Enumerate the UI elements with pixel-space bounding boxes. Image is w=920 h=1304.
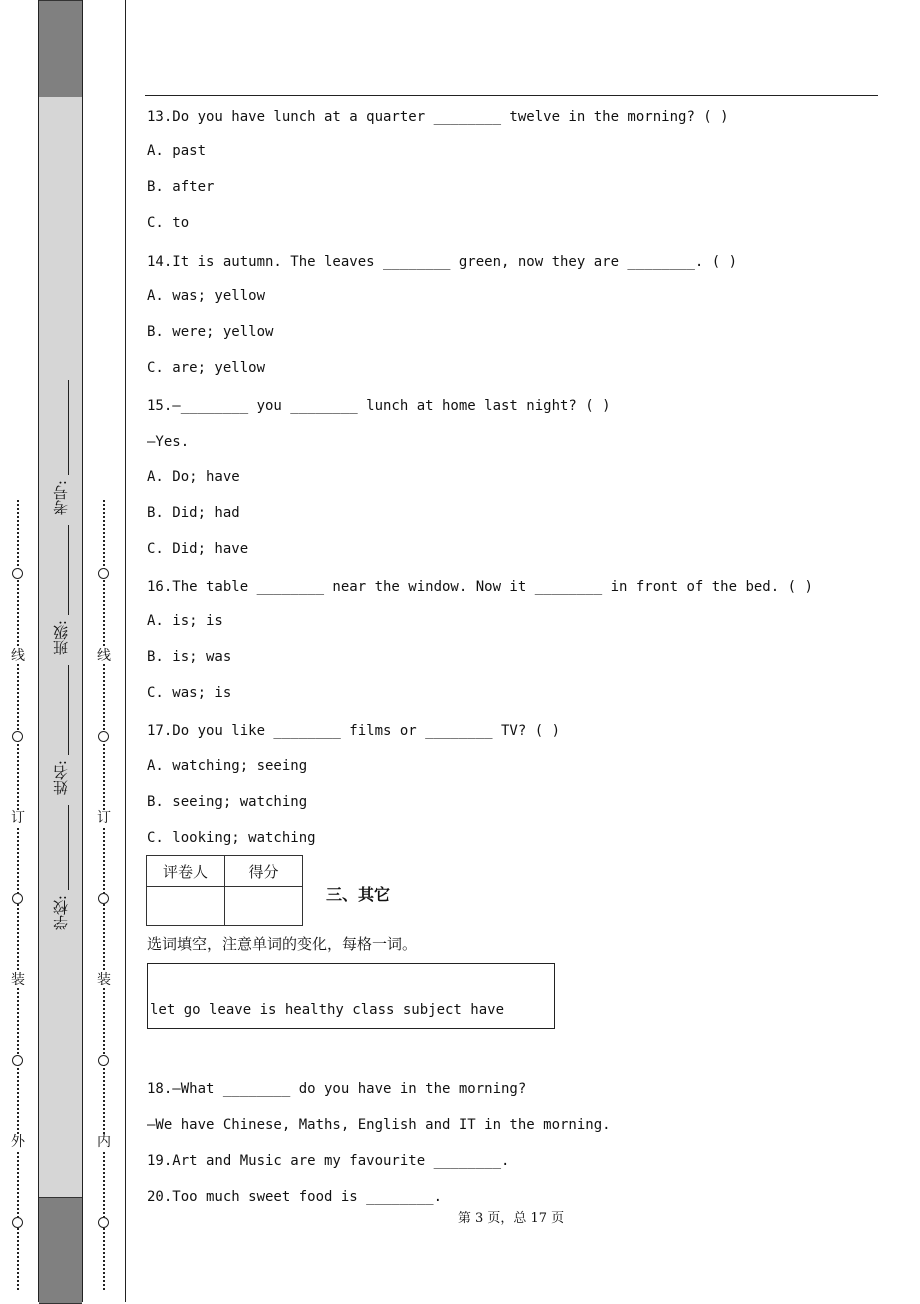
header-rule: [145, 95, 878, 96]
class-field[interactable]: [44, 520, 76, 660]
score-cell[interactable]: [225, 887, 303, 926]
student-info-fields: [44, 380, 76, 940]
page-footer: 第 3 页，总 17 页: [457, 1211, 565, 1226]
option-b[interactable]: B. seeing; watching: [147, 794, 308, 810]
option-a[interactable]: A. past: [147, 143, 207, 159]
section-title: 三、其它: [326, 885, 391, 904]
question-stem: 13.Do you have lunch at a quarter ________ twelve in the morning? ( ): [147, 109, 729, 125]
option-b[interactable]: B. were; yellow: [147, 324, 274, 340]
grader-table: [146, 855, 303, 926]
inner-circle-1: [98, 568, 109, 579]
outer-char-wai: 外: [11, 1134, 25, 1150]
name-label: 姓名:: [52, 760, 70, 796]
outer-char-xian: 线: [11, 648, 25, 664]
outer-circle-2: [12, 731, 23, 742]
school-field[interactable]: [44, 800, 76, 940]
exam-number-blank[interactable]: [68, 380, 69, 475]
option-b[interactable]: B. after: [147, 179, 215, 195]
option-b[interactable]: B. Did; had: [147, 505, 240, 521]
exam-number-label: 考号:: [52, 480, 70, 516]
option-a[interactable]: A. watching; seeing: [147, 758, 308, 774]
question-stem: 15.—________ you ________ lunch at home last night? ( ): [147, 398, 611, 414]
inner-char-nei: 内: [97, 1134, 111, 1150]
option-c[interactable]: C. looking; watching: [147, 830, 316, 846]
word-bank-text: let go leave is healthy class subject have: [150, 1002, 505, 1018]
outer-char-ding: 订: [11, 810, 25, 826]
outer-circle-1: [12, 568, 23, 579]
outer-circle-3: [12, 893, 23, 904]
exam-number-field[interactable]: [44, 380, 76, 520]
outer-char-zhuang: 装: [11, 972, 25, 988]
question-18: 18.—What ________ do you have in the morning?: [147, 1081, 527, 1097]
margin-border-right: [125, 0, 126, 1302]
class-blank[interactable]: [68, 525, 69, 615]
outer-circle-4: [12, 1055, 23, 1066]
option-b[interactable]: B. is; was: [147, 649, 232, 665]
grader-header: 评卷人: [147, 856, 225, 887]
school-blank[interactable]: [68, 805, 69, 890]
inner-char-xian: 线: [97, 648, 111, 664]
inner-circle-3: [98, 893, 109, 904]
inner-char-ding: 订: [97, 810, 111, 826]
option-a[interactable]: A. Do; have: [147, 469, 240, 485]
section-instruction: 选词填空，注意单词的变化，每格一词。: [147, 935, 418, 953]
question-stem: 17.Do you like ________ films or ________ TV? ( ): [147, 723, 561, 739]
margin-border-mid: [82, 0, 83, 1302]
question-stem: 16.The table ________ near the window. Now it ________ in front of the bed. ( ): [147, 579, 813, 595]
question-reply: —Yes.: [147, 434, 190, 450]
option-a[interactable]: A. was; yellow: [147, 288, 266, 304]
word-bank-box: [147, 963, 555, 1029]
question-stem: 14.It is autumn. The leaves ________ green, now they are ________. ( ): [147, 254, 738, 270]
score-header: 得分: [225, 856, 303, 887]
option-c[interactable]: C. are; yellow: [147, 360, 266, 376]
school-label: 学校:: [52, 895, 70, 931]
name-blank[interactable]: [68, 665, 69, 755]
inner-char-zhuang: 装: [97, 972, 111, 988]
question-19: 19.Art and Music are my favourite ________.: [147, 1153, 510, 1169]
inner-circle-2: [98, 731, 109, 742]
option-c[interactable]: C. to: [147, 215, 190, 231]
question-18-reply: —We have Chinese, Maths, English and IT in the morning.: [147, 1117, 611, 1133]
inner-circle-4: [98, 1055, 109, 1066]
binding-margin: [0, 0, 127, 1302]
option-c[interactable]: C. was; is: [147, 685, 232, 701]
name-field[interactable]: [44, 660, 76, 800]
class-label: 班级:: [52, 620, 70, 656]
option-a[interactable]: A. is; is: [147, 613, 223, 629]
option-c[interactable]: C. Did; have: [147, 541, 249, 557]
grader-cell[interactable]: [147, 887, 225, 926]
margin-gray-top: [39, 0, 82, 99]
question-20: 20.Too much sweet food is ________.: [147, 1189, 443, 1205]
